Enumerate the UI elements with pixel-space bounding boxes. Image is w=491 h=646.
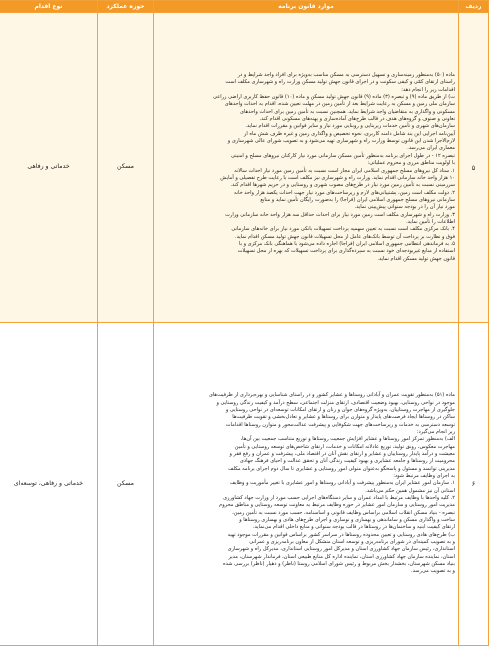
- law-text-line: مهاجرت معکوس، رونق تولید، توزیع عادلانه امکانات و خدمات، ارتقای شاخص‌های توسعه روستایی و تأمین: [234, 443, 455, 450]
- law-text-line: مدیریتی توانمند و مسئول و پاسخگو به‌عنوان متولی امور روستایی و عشایری تا سال دوم اجرای برنامه مکلف: [228, 465, 455, 472]
- law-text-line: سازمان‌های شهری و تأمین خدمات زیربنایی و روبنایی مورد نیاز و سایر قوانین و مقررات اقدام نماید.: [245, 123, 455, 130]
- law-text-line: استانداری، رئیس سازمان جهاد کشاورزی استان و مدیرکل امور روستایی استانداری، مدیرکل راه و شهرسازی: [227, 546, 455, 553]
- law-text-line: ساکن در روستاها ایجاد فرصت‌های پایدار و متوازن برای روستاها و عشایر و تعادل‌بخشی و تقویت ظرفیت‌ها: [232, 414, 455, 421]
- law-text: [157, 392, 455, 576]
- law-text-line: ۱. ستاد کل نیروهای مسلح جمهوری اسلامی ایران مجاز است نسبت به تأمین زمین مورد نیاز احداث سالانه: [234, 167, 455, 174]
- law-text-line: و به تصویب کمیته‌ای در شورای برنامه‌ریزی و توسعه استان متشکل از معاون برنامه‌ریزی و عمرانی: [249, 539, 455, 546]
- law-text-line: و به تصویب می‌رسد.: [411, 568, 455, 575]
- law-text-line: سرزمینی نسبت به تأمین زمین مورد نیاز در طرح‌های مصوب شهری و روستایی و در حریم شهرها اقدام کند.: [230, 182, 455, 189]
- header-mavared: موارد قانون برنامه: [154, 1, 459, 13]
- law-text-line: موجود در نواحی روستایی، بهبود وضعیت اقتصادی، ارتقای منزلت اجتماعی، سطح درآمد و کیفیت زندگی روستایی و: [216, 399, 455, 406]
- law-text-line: ۵. به فرماندهی انتظامی جمهوری اسلامی ایران (فراجا) اجازه داده می‌شود با هماهنگی بانک مرکزی و با: [239, 240, 455, 247]
- law-text-line: استانی آن نیز مشمول همین حکم می‌باشد.: [365, 487, 455, 494]
- row-number: ۶: [459, 323, 489, 646]
- law-text-line: ۳. وزارت راه و شهرسازی مکلف است زمین مورد نیاز برای احداث حداقل سه هزار واحد خانه سازمانی وزارت: [225, 211, 455, 218]
- header-radif: ردیف: [459, 1, 489, 13]
- law-text-line: سازمان ملی زمین و مسکن به رعایت شرایط بعد از تأمین زمین در مهلت تعیین شده، اقدام به احداث واحدهای: [224, 101, 455, 108]
- law-text-line: الف) به‌منظور تمرکز امور روستاها و عشایر افزایش جمعیت روستاها و توزیع متناسب جمعیت بین آن‌ها،: [240, 436, 455, 443]
- table-row: [0, 13, 489, 323]
- law-text-line: معماری ایران می‌رسد.: [407, 145, 455, 152]
- law-text-cell: [154, 323, 459, 646]
- law-text-line: تبصره ۱۲ - در طول اجرای برنامه به‌منظور تأمین مسکن سازمانی مورد نیاز کارکنان نیروهای مسلح و امنیتی: [230, 152, 455, 159]
- law-text-line: استفاده از منابع غیربودجه‌ای خود نسبت به سپرده‌گذاری برای پرداخت تسهیلات که بهره از محل تسهیلات: [237, 248, 455, 255]
- law-text-line: تعاونی و صنوف و گروه‌های هدف در قالب طرح‌های آماده‌سازی و پهنه‌های مسکونی اقدام کند.: [259, 116, 455, 123]
- law-text-line: بنیاد مسکن شهرستان، بخشدار بخش مربوط و رئیس شورای اسلامی روستا (ناظر) و دهیار (ناظر) بررسی شده: [223, 561, 455, 568]
- law-text-line: لازم‌الاجرا شدن این قانون توسط وزارت راه و شهرسازی تهیه می‌شود و به تصویب شورای عالی شهرسازی و: [227, 138, 455, 145]
- law-text-line: فوق و نظارت بر پرداخت آن توسط بانک‌های عامل از محل تسهیلات قانون جهش تولید مسکن اقدام نماید.: [234, 233, 455, 240]
- law-text-line: اقدامات زیر را انجام دهد:: [401, 86, 455, 93]
- law-text-line: ب) طرح‌های هادی روستایی و تعیین محدوده روستاها در سراسر کشور براساس قوانین و مقررات موجود تهیه: [227, 531, 455, 538]
- law-text-line: ۴. بانک مرکزی مکلف است نسبت به تعیین سهمیه پرداخت تسهیلات بانکی مورد نیاز برای خانه‌های سازمانی: [231, 226, 455, 233]
- law-text-line: اطلاعات را تأمین نماید.: [406, 218, 455, 225]
- law-text-line: ۱۰ هزار واحد خانه سازمانی اقدام نماید. وزارت راه و شهرسازی نیز مکلف است با رعایت طرح تفصیلی و آمایش: [220, 174, 455, 181]
- law-text-line: مدیریت امور روستایی و سازمان امور عشایر در حوزه وظایف مرتبط به معاونت توسعه روستایی و مناطق محروم: [219, 502, 455, 509]
- scope-cell: مسکن: [98, 323, 154, 646]
- header-noe: نوع اقدام: [0, 1, 98, 13]
- law-text-line: محرومیت از روستاها و جامعه عشایری و بهبود کیفیت زندگی آنان و تحقق عدالت و احیای فرهنگ جهادی: [239, 458, 455, 465]
- law-text-line: استان، نماینده سازمان جهاد کشاورزی استان، نماینده اداره کل منابع طبیعی استان، فرماندار شهرستان، مدیر: [228, 553, 455, 560]
- law-text-line: راستای ارتقای کمّی و کیفی سکونت و در اجرای قانون جهش تولید مسکن وزارت راه و شهرسازی مکلف است: [225, 79, 455, 86]
- law-text-line: آیین‌نامه اجرایی این بند شامل دامنه کاربری، نحوه تخصیص و واگذاری زمین و غیره ظرف شش ماه از: [243, 130, 455, 137]
- law-text-line: توسعه دسترسی به خدمات و زیرساخت‌های جهت شکوفایی و پیشرفت عدالت‌محور و متوازن روستاها اقدامات: [225, 421, 455, 428]
- law-text-line: ت) از طریق ماده (۹) و تبصره (۳) ماده (۹) قانون جهش تولید مسکن و ماده (۱۰) قانون حفظ کاربری اراضی زراعی: [213, 94, 455, 101]
- header-hoze: حوزه عملکرد: [98, 1, 154, 13]
- law-text-line: با اولویت مناطق مرزی و محروم عملیاتی:: [367, 160, 455, 167]
- law-text: [157, 72, 455, 263]
- table-header-row: [0, 1, 489, 13]
- law-text-line: مسکونی و واگذاری به متقاضیان واجد شرایط نماید. همچنین نسبت به تأمین زمین برای احداث واحدهای: [240, 108, 455, 115]
- law-text-line: مورد نیاز آن را در بودجه سنواتی پیش‌بینی نماید.: [354, 204, 455, 211]
- law-text-line: جلوگیری از مهاجرت روستاییان، به‌ویژه گروه‌های جوان و زنان و ارتقای امکانات توسعه‌ای در نواحی روستایی و: [225, 406, 455, 413]
- law-text-line: ۲. کلیه واحدها با وظایف مرتبط با امداد عمران و سایر دستگاه‌های اجرایی حسب مورد از وزارت جهاد کشاورزی: [223, 495, 455, 502]
- row-number: ۵: [459, 13, 489, 323]
- law-text-line: ۲. دولت مکلف است زمین، پشتیبانی‌های لازم و زیرساخت‌های مورد نیاز جهت احداث یکصد هزار واحد خانه: [233, 189, 455, 196]
- law-text-line: ۱. سازمان امور عشایر ایران به‌منظور پیشرفت و آبادانی روستاها و امور عشایری با تغییر مأموریت و وظایف: [229, 480, 455, 487]
- law-text-line: زیر انجام می‌گیرد:: [416, 428, 455, 435]
- table-row: [0, 323, 489, 646]
- action-type-cell: خدماتی و رفاهی: [0, 13, 98, 323]
- law-text-line: قانون جهش تولید مسکن اقدام نماید.: [377, 255, 455, 262]
- action-type-cell: خدماتی و رفاهی، توسعه‌ای: [0, 323, 98, 646]
- law-text-line: ماده (۵۰) به‌منظور زمینه‌سازی و تسهیل دسترسی به مسکن مناسب به‌ویژه برای افراد واجد شرایط و در: [237, 72, 455, 79]
- law-text-cell: [154, 13, 459, 323]
- law-text-line: ارتقای کیفیت ابنیه و ساختمان‌ها در روستاها در قالب بودجه سنواتی و منابع داخلی اقدام می‌نماید.: [252, 524, 455, 531]
- law-text-line: ماده (۵۱) به‌منظور تقویت عمران و آبادانی روستاها و عشایر کشور و در راستای شناسایی و بهره‌برداری از ظرفیت‌های: [208, 392, 455, 399]
- law-text-line: به اجرای وظایف مرتبط شود:: [393, 472, 455, 479]
- law-text-line: معیشت و درآمد پایدار روستاییان و عشایر و ارتقای نقش آنان در اقتصاد ملی، پیشرفت و عمران و رفع فقر و: [229, 450, 455, 457]
- law-text-line: ساخت و واگذاری مسکن و ساماندهی و بهسازی و نوسازی و اجرای طرح‌های هادی و بهسازی روستاها و: [239, 517, 455, 524]
- law-text-line: سازمانی نیروهای مسلح جمهوری اسلامی ایران (فراجا) را به‌صورت رایگان تأمین نماید و منابع: [260, 196, 455, 203]
- law-text-line: تبصره - بنیاد مسکن انقلاب اسلامی براساس وظایف قانونی و اساسنامه، حسب مورد نسبت به تأمین زمین،: [232, 509, 455, 516]
- scope-cell: مسکن: [98, 13, 154, 323]
